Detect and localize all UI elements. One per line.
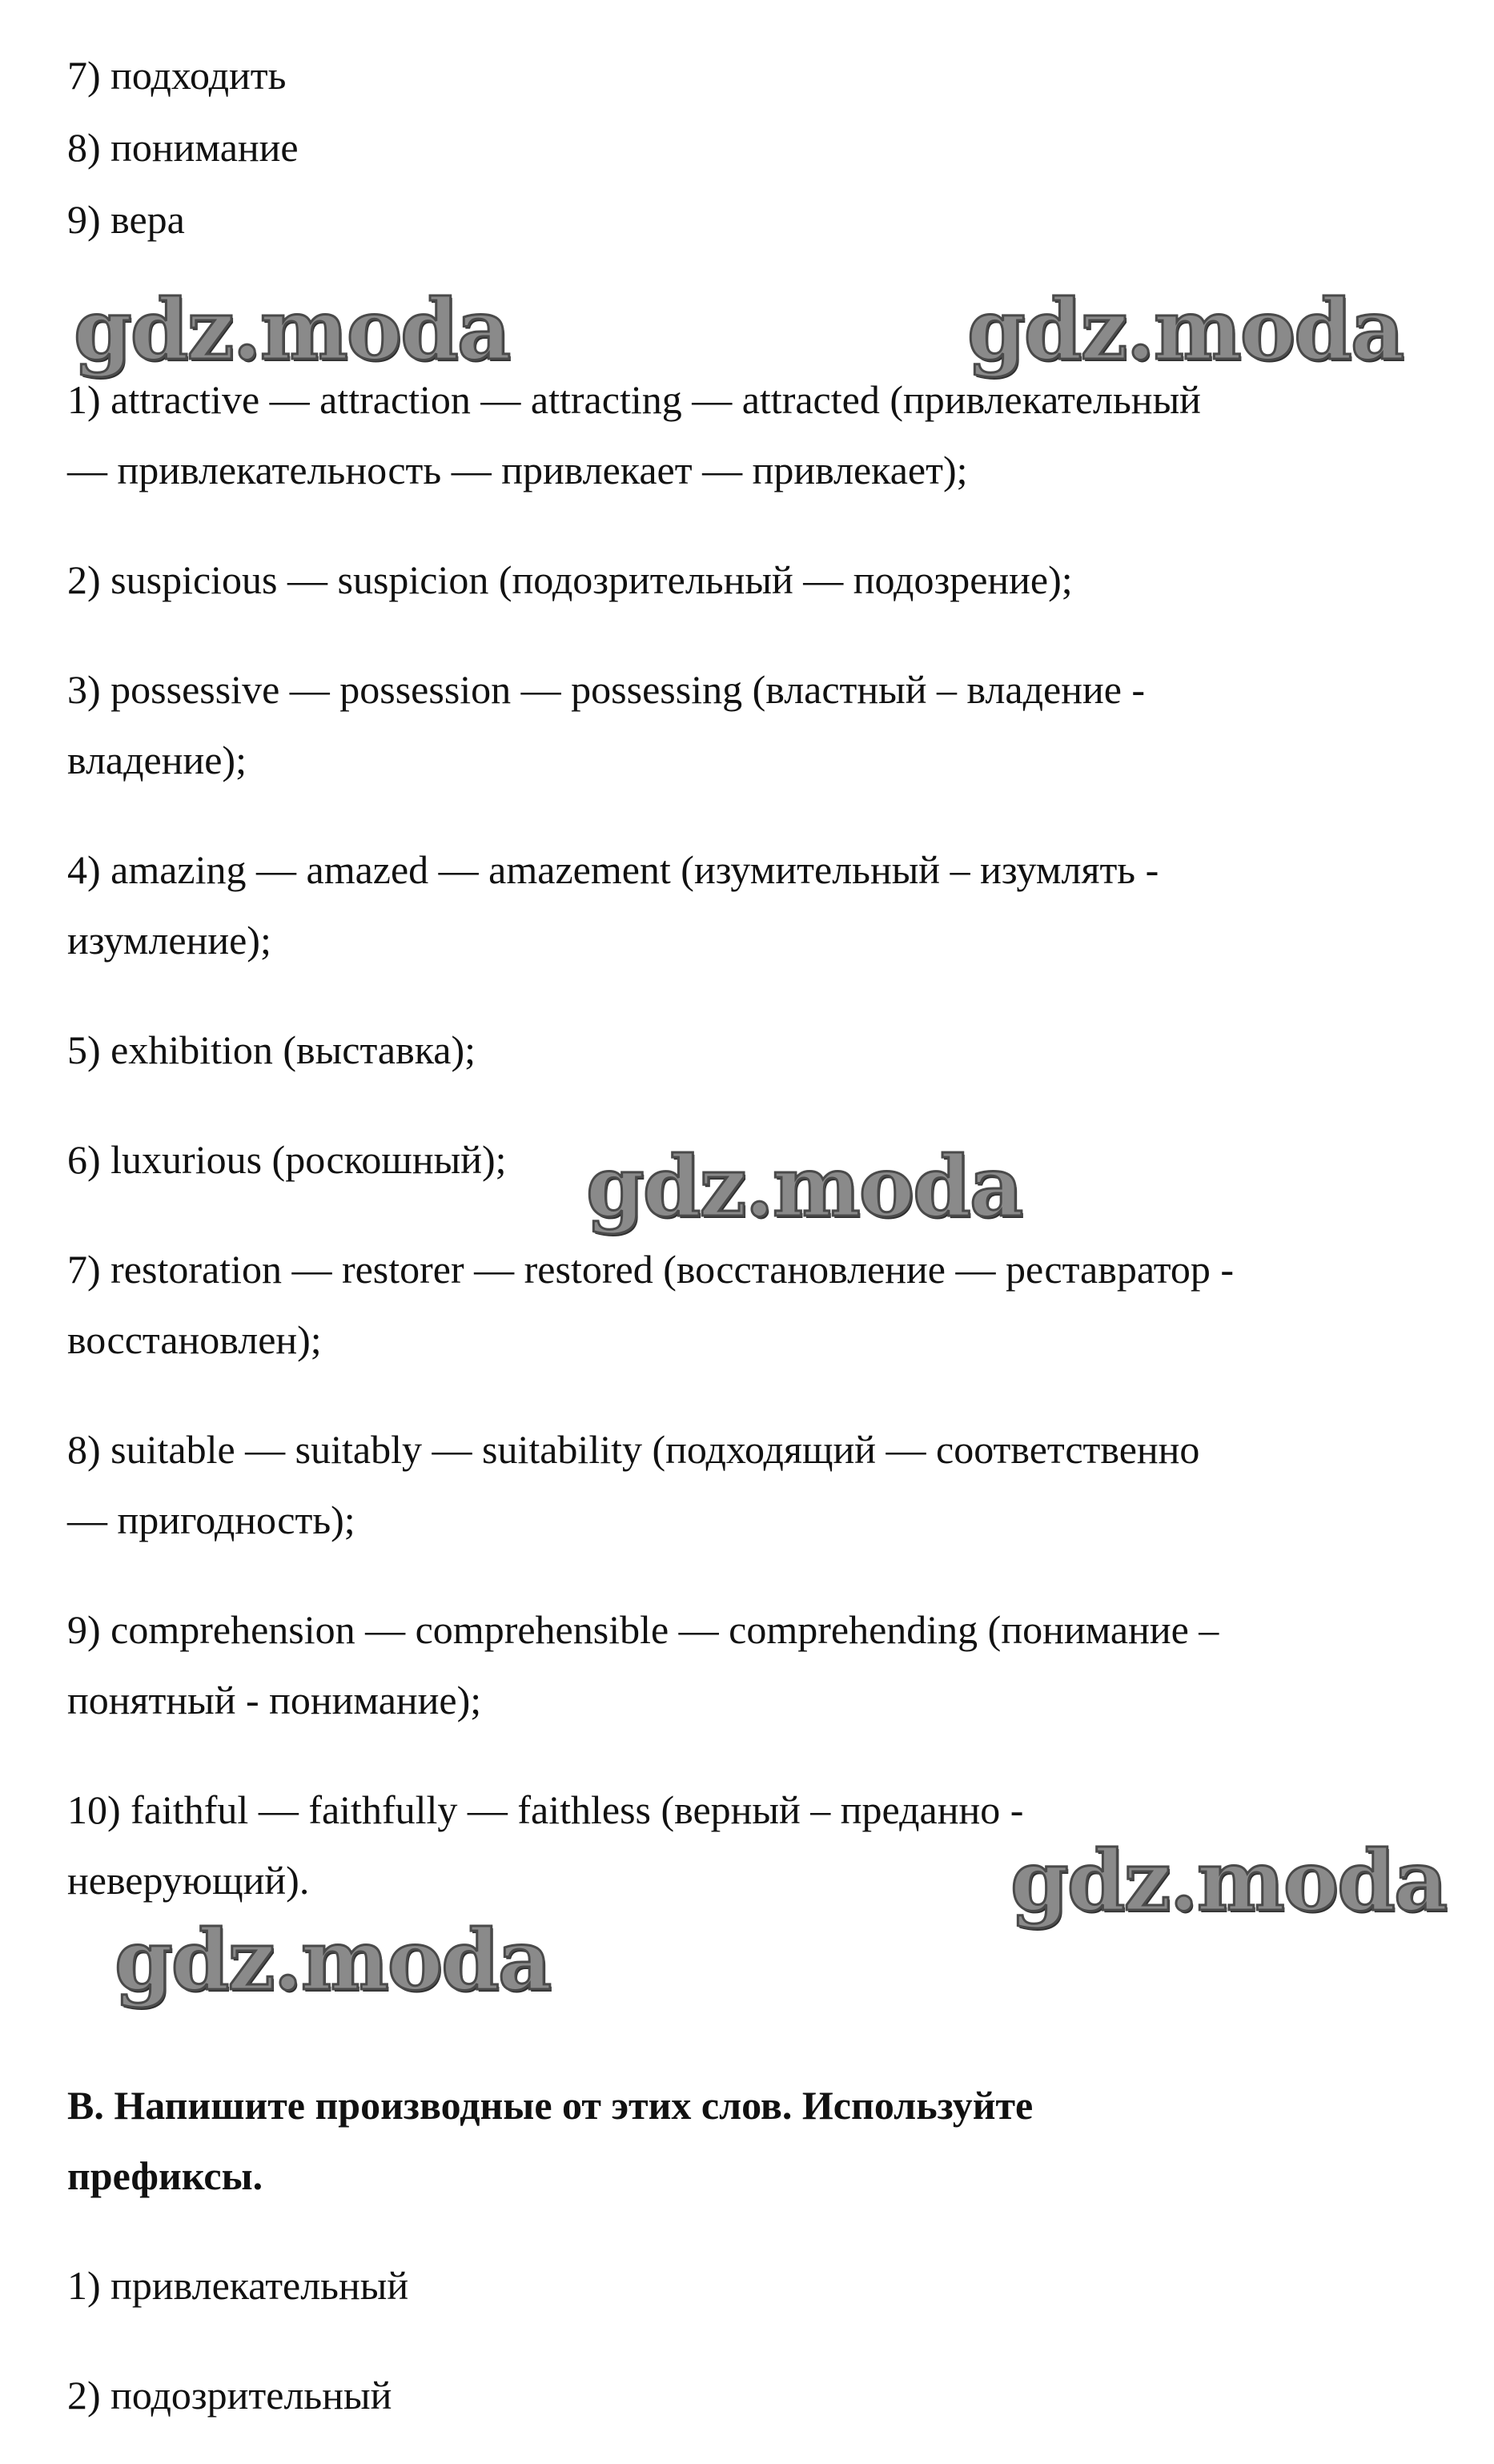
- answer-6-line-1: 6) luxurious (роскошный);: [67, 1137, 507, 1182]
- top-list-item-7: 7) подходить: [67, 53, 287, 98]
- answer-7-line-1: 7) restoration — restorer — restored (восстановление — реставратор -: [67, 1247, 1235, 1292]
- watermark-logo: gdz.moda: [114, 1911, 551, 2009]
- section-b-item-2: 2) подозрительный: [67, 2373, 392, 2418]
- answer-8-line-2: — пригодность);: [67, 1497, 355, 1542]
- answer-9-line-1: 9) comprehension — comprehensible — comprehending (понимание –: [67, 1607, 1219, 1652]
- answer-10-line-2: неверующий).: [67, 1858, 310, 1903]
- answer-4-line-1: 4) amazing — amazed — amazement (изумительный – изумлять -: [67, 847, 1159, 892]
- answer-7: [67, 1234, 1428, 1375]
- answer-4: [67, 834, 1428, 975]
- answer-8-line-1: 8) suitable — suitably — suitability (подходящий — соответственно: [67, 1427, 1200, 1472]
- top-list-item-9: 9) вера: [67, 197, 185, 242]
- answer-2: [67, 545, 1428, 615]
- answer-1-line-1: 1) attractive — attraction — attracting — attracted (привлекательный: [67, 377, 1201, 422]
- answer-2-line-1: 2) suspicious — suspicion (подозрительный — подозрение);: [67, 557, 1073, 602]
- section-b-heading-line-1: B. Напишите производные от этих слов. Используйте: [67, 2083, 1034, 2128]
- answer-7-line-2: восстановлен);: [67, 1317, 322, 1362]
- section-b-heading: [67, 2070, 1428, 2211]
- section-b-heading-line-2: префиксы.: [67, 2153, 263, 2198]
- answer-5-line-1: 5) exhibition (выставка);: [67, 1027, 476, 1072]
- answer-4-line-2: изумление);: [67, 918, 271, 963]
- watermark-logo: gdz.moda: [586, 1137, 1022, 1236]
- answer-6: [67, 1124, 1428, 1195]
- top-list-item-8: 8) понимание: [67, 125, 299, 170]
- answer-1: [67, 364, 1428, 505]
- answer-9-line-2: понятный - понимание);: [67, 1678, 482, 1722]
- watermark-logo: gdz.moda: [967, 280, 1404, 379]
- answer-1-line-2: — привлекательность — привлекает — привлекает);: [67, 448, 968, 492]
- answer-10-line-1: 10) faithful — faithfully — faithless (верный – преданно -: [67, 1787, 1024, 1832]
- watermark-logo: gdz.moda: [1010, 1831, 1447, 1930]
- watermark-logo: gdz.moda: [74, 280, 510, 379]
- answer-10: [67, 1775, 1428, 1915]
- answer-3-line-1: 3) possessive — possession — possessing (властный – владение -: [67, 667, 1146, 712]
- section-b-item-1: 1) привлекательный: [67, 2263, 409, 2308]
- answer-5: [67, 1015, 1428, 1085]
- answer-9: [67, 1594, 1428, 1735]
- answer-8: [67, 1414, 1428, 1555]
- answer-3-line-2: владение);: [67, 738, 247, 782]
- answer-3: [67, 654, 1428, 795]
